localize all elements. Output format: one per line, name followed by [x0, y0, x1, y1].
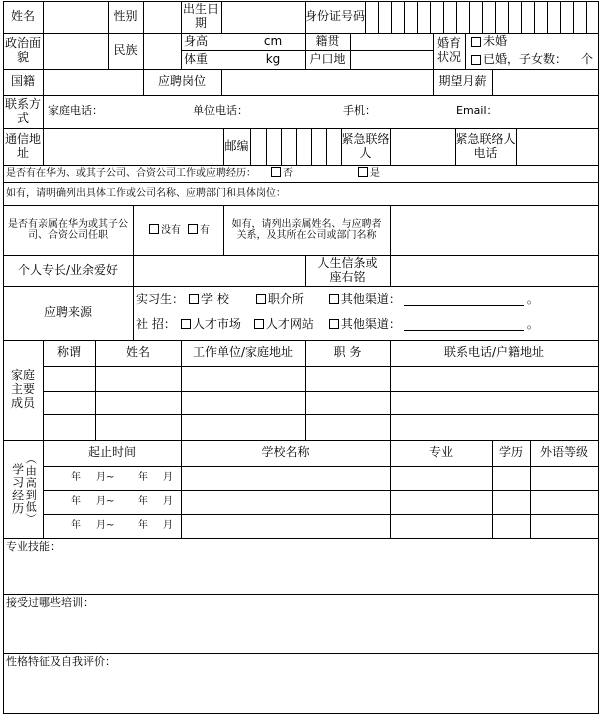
work-phone-label: 单位电话： [193, 104, 248, 118]
marital-label: 婚育状况 [436, 36, 461, 64]
huawei-yes-option[interactable] [355, 167, 380, 180]
hukou-field[interactable] [350, 50, 433, 69]
relatives-none-text: 没有 [161, 224, 181, 236]
contact-label: 联系方式 [4, 96, 41, 125]
married-checkbox[interactable] [471, 55, 481, 65]
ethnic-field[interactable] [143, 33, 181, 69]
study-date-row-1[interactable] [43, 466, 181, 490]
family-label: 家庭主要成员 [10, 368, 35, 410]
relatives-options [133, 205, 223, 255]
date-month-start: 月~ [96, 472, 115, 484]
job-agency-text: 职介所 [267, 292, 304, 307]
zip-label: 邮编 [224, 138, 249, 153]
political-field[interactable] [43, 33, 108, 69]
talent-market-text: 人才市场 [192, 317, 241, 332]
date-year-end: 年 [138, 520, 148, 532]
huawei-no-text: 否 [283, 168, 293, 180]
relatives-have-text: 有 [200, 224, 210, 236]
hobby-field[interactable] [133, 255, 305, 286]
intern-label: 实习生： [136, 292, 185, 307]
study-col-school: 学校名称 [261, 445, 310, 460]
huawei-no-checkbox[interactable] [271, 167, 281, 177]
talent-website-text: 人才网站 [265, 317, 314, 332]
talent-market-option[interactable] [178, 318, 241, 332]
hukou-label: 户口地 [309, 51, 346, 66]
self-evaluation-section[interactable]: 性格特征及自我评价： [6, 655, 116, 668]
unmarried-text: 未婚 [483, 33, 508, 48]
motto-label: 人生信条或座右铭 [317, 255, 378, 284]
married-option[interactable] [465, 50, 598, 69]
relatives-none-option[interactable] [146, 224, 181, 237]
date-year-end: 年 [138, 496, 148, 508]
family-col-phone: 联系电话/户籍地址 [443, 345, 545, 360]
date-month-end: 月 [163, 520, 173, 532]
salary-label: 期望月薪 [438, 74, 487, 89]
weight-label: 体重 [184, 51, 209, 66]
email-label: Email： [456, 104, 498, 118]
date-month-start: 月~ [96, 520, 115, 532]
talent-market-checkbox[interactable] [181, 319, 191, 329]
study-label: 学习经历 [10, 463, 25, 515]
nationality-label: 国籍 [10, 74, 35, 89]
skills-section[interactable]: 专业技能： [6, 540, 61, 553]
source-label: 应聘来源 [43, 305, 92, 320]
relatives-detail-field[interactable] [390, 205, 598, 255]
relatives-detail-label: 如有，请列出亲属姓名、与应聘者关系，及其所在公司或部门名称 [231, 218, 382, 241]
date-year-start: 年 [71, 496, 81, 508]
other-channel-2-option[interactable] [326, 318, 401, 332]
birth-field[interactable] [221, 1, 305, 33]
school-checkbox[interactable] [189, 294, 199, 304]
period-1: 。 [526, 292, 539, 307]
study-col-degree: 学历 [498, 445, 523, 460]
other-channel-1-input[interactable] [404, 295, 524, 306]
position-label: 应聘岗位 [157, 74, 206, 89]
id-number-label: 身份证号码 [305, 9, 366, 24]
mobile-label: 手机： [343, 104, 376, 118]
origin-field[interactable] [350, 33, 433, 50]
huawei-question-text: 是否有在华为、或其子公司、合资公司工作或应聘经历： [6, 167, 256, 179]
huawei-history-question [3, 165, 598, 182]
other-channel-1-checkbox[interactable] [329, 294, 339, 304]
family-col-duty: 职 务 [333, 345, 362, 360]
gender-field[interactable] [143, 1, 181, 33]
emergency-contact-label: 紧急联络人 [341, 131, 390, 160]
salary-field[interactable] [492, 69, 598, 95]
position-field[interactable] [221, 69, 433, 95]
job-agency-checkbox[interactable] [256, 294, 266, 304]
study-col-language: 外语等级 [539, 445, 588, 460]
job-agency-option[interactable] [253, 293, 304, 307]
kids-unit: 个 [581, 51, 594, 66]
other-channel-2-checkbox[interactable] [329, 319, 339, 329]
home-phone-label: 家庭电话： [48, 104, 103, 118]
height-unit: cm [263, 33, 283, 48]
family-col-title: 称谓 [56, 345, 81, 360]
date-year-start: 年 [71, 472, 81, 484]
intern-row [133, 288, 598, 312]
id-number-boxes[interactable] [365, 1, 598, 33]
relatives-question: 是否有亲属在华为或其子公司、合资公司任职 [8, 218, 128, 241]
nationality-field[interactable] [43, 69, 143, 95]
height-label: 身高 [184, 33, 209, 48]
social-label: 社 招： [136, 317, 176, 332]
name-label: 姓名 [10, 9, 35, 24]
ethnic-label: 民族 [113, 43, 138, 58]
emergency-phone-label: 紧急联络人电话 [455, 131, 516, 160]
hobby-label: 个人专长/业余爱好 [17, 262, 119, 277]
birth-label: 出生日期 [182, 2, 219, 30]
study-col-period: 起止时间 [87, 445, 136, 460]
other-channel-1-text: 其他渠道： [340, 292, 401, 307]
relatives-none-checkbox[interactable] [149, 224, 159, 234]
date-year-start: 年 [71, 520, 81, 532]
address-label: 通信地址 [4, 131, 41, 160]
study-order-note: （由高到低） [24, 453, 38, 525]
emergency-phone-field[interactable] [516, 128, 598, 165]
motto-field[interactable] [390, 255, 598, 286]
relatives-have-option[interactable] [185, 224, 210, 237]
origin-label: 籍贯 [315, 33, 340, 48]
training-section[interactable]: 接受过哪些培训： [6, 596, 94, 609]
married-text: 已婚，子女数： [483, 51, 568, 66]
other-channel-2-text: 其他渠道： [340, 317, 401, 332]
talent-website-checkbox[interactable] [254, 319, 264, 329]
date-month-end: 月 [163, 472, 173, 484]
date-month-end: 月 [163, 496, 173, 508]
school-option[interactable] [186, 293, 229, 307]
unmarried-option[interactable] [465, 33, 598, 50]
huawei-no-option[interactable] [268, 167, 293, 180]
study-label-block [3, 440, 43, 538]
school-text: 学 校 [201, 292, 229, 307]
huawei-yes-text: 是 [370, 168, 380, 180]
date-year-end: 年 [138, 472, 148, 484]
study-date-row-3[interactable] [43, 514, 181, 538]
other-channel-1-option[interactable] [326, 293, 401, 307]
relatives-have-checkbox[interactable] [188, 224, 198, 234]
other-channel-2-input[interactable] [404, 320, 524, 331]
unmarried-checkbox[interactable] [471, 37, 481, 47]
period-2: 。 [526, 317, 539, 332]
date-month-start: 月~ [96, 496, 115, 508]
political-label: 政治面貌 [4, 36, 41, 64]
family-col-name: 姓名 [125, 345, 150, 360]
study-col-major: 专业 [428, 445, 453, 460]
study-date-row-2[interactable] [43, 490, 181, 514]
huawei-yes-checkbox[interactable] [358, 167, 368, 177]
address-field[interactable] [43, 128, 223, 165]
huawei-detail-label: 如有，请明确列出具体工作或公司名称、应聘部门和具体岗位： [6, 187, 286, 199]
emergency-contact-field[interactable] [390, 128, 455, 165]
name-field[interactable] [43, 1, 108, 33]
zip-boxes[interactable] [250, 128, 341, 165]
social-row [133, 313, 598, 337]
talent-website-option[interactable] [251, 318, 314, 332]
gender-label: 性别 [113, 9, 138, 24]
weight-unit: kg [265, 51, 281, 66]
family-col-workplace: 工作单位/家庭地址 [192, 345, 294, 360]
